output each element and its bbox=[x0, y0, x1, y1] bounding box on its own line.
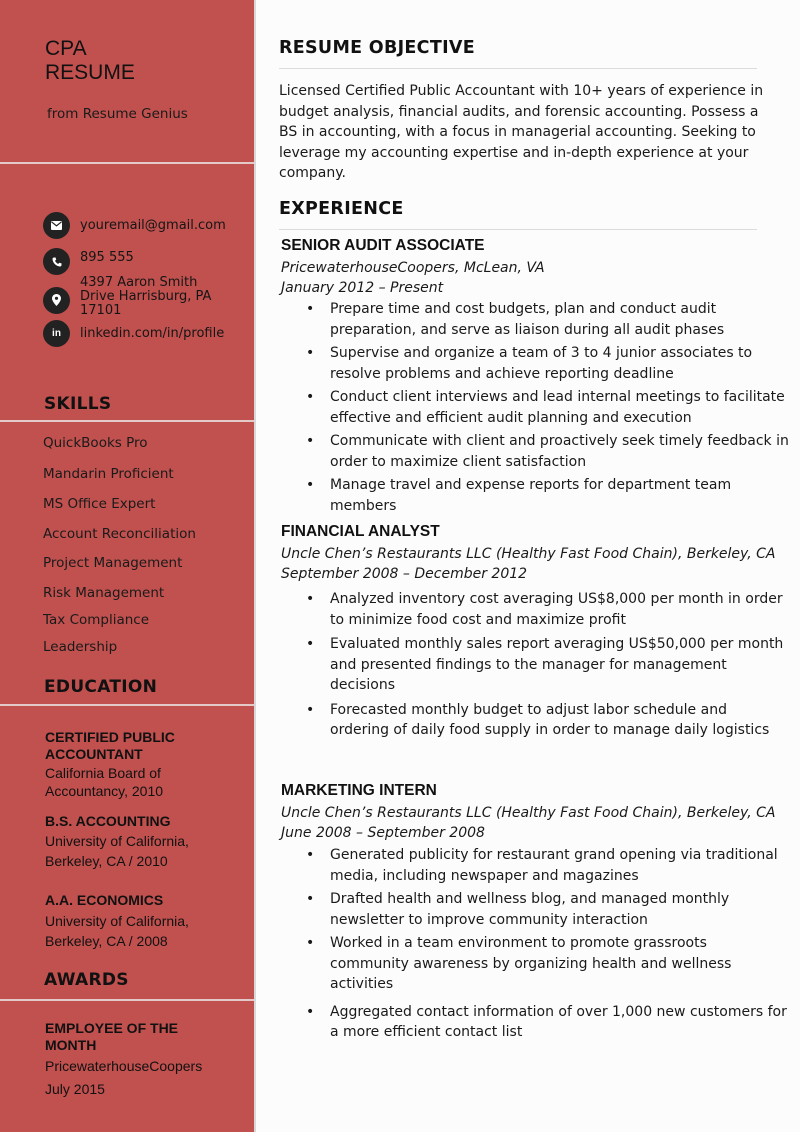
bullet-item: • Conduct client interviews and lead internal meetings to facilitate effective and efficient audit planning and execution bbox=[279, 387, 789, 428]
divider bbox=[0, 162, 254, 164]
sidebar bbox=[0, 0, 256, 1132]
education-title bbox=[45, 813, 170, 830]
bullet-item: • Aggregated contact information of over 1,000 new customers for a more efficient contact list bbox=[279, 1002, 789, 1043]
detail-line: California Board of bbox=[45, 765, 161, 781]
job-title: SENIOR AUDIT ASSOCIATE bbox=[281, 237, 485, 254]
address-line: Drive Harrisburg, PA bbox=[80, 289, 212, 304]
divider bbox=[0, 999, 254, 1001]
title-line-2: RESUME bbox=[45, 61, 135, 84]
skill-item: Risk Management bbox=[43, 585, 165, 601]
award-detail bbox=[45, 1055, 202, 1101]
detail-line: Accountancy, 2010 bbox=[45, 783, 164, 799]
education-detail bbox=[45, 764, 163, 800]
email-text[interactable]: youremail@gmail.com bbox=[80, 217, 226, 233]
contact-address bbox=[43, 276, 211, 318]
education-detail bbox=[45, 831, 189, 871]
divider bbox=[0, 420, 254, 422]
job-company: PricewaterhouseCoopers, McLean, VA bbox=[281, 260, 545, 276]
phone-text: 895 555 bbox=[80, 249, 134, 265]
bullet-item: • Forecasted monthly budget to adjust labor schedule and ordering of daily food supply in order to manage daily logistics bbox=[279, 700, 789, 741]
bullet-item: • Generated publicity for restaurant grand opening via traditional media, including newspaper and magazines bbox=[279, 845, 789, 886]
job-title: FINANCIAL ANALYST bbox=[281, 523, 440, 540]
skill-item: MS Office Expert bbox=[43, 496, 156, 512]
envelope-icon bbox=[43, 212, 70, 239]
job-company: Uncle Chen’s Restaurants LLC (Healthy Fast Food Chain), Berkeley, CA bbox=[281, 546, 776, 562]
education-title bbox=[45, 892, 163, 909]
detail-line: Berkeley, CA / 2010 bbox=[45, 853, 168, 869]
detail-line: July 2015 bbox=[45, 1081, 105, 1097]
title-line: MONTH bbox=[45, 1037, 97, 1053]
awards-heading: AWARDS bbox=[44, 970, 129, 990]
detail-line: PricewaterhouseCoopers bbox=[45, 1058, 203, 1074]
skill-item: Account Reconciliation bbox=[43, 526, 196, 542]
detail-line: Berkeley, CA / 2008 bbox=[45, 933, 168, 949]
title-line: EMPLOYEE OF THE bbox=[45, 1020, 179, 1036]
bullet-item: • Drafted health and wellness blog, and managed monthly newsletter to improve community interaction bbox=[279, 889, 789, 930]
bullet-item: • Communicate with client and proactively seek timely feedback in order to maximize client satisfaction bbox=[279, 431, 789, 472]
job-bullets bbox=[279, 299, 789, 516]
skill-item: QuickBooks Pro bbox=[43, 435, 148, 451]
title-line: B.S. ACCOUNTING bbox=[45, 813, 171, 829]
skill-item: Tax Compliance bbox=[43, 612, 150, 628]
job-bullets bbox=[279, 845, 789, 1043]
bullet-item: • Analyzed inventory cost averaging US$8,000 per month in order to minimize food cost and maximize profit bbox=[279, 589, 789, 630]
resume-title bbox=[45, 37, 135, 85]
job-title: MARKETING INTERN bbox=[281, 782, 437, 799]
education-title bbox=[45, 729, 175, 763]
bullet-item: • Evaluated monthly sales report averaging US$50,000 per month and presented findings to the manager for management decisions bbox=[279, 634, 789, 696]
detail-line: University of California, bbox=[45, 913, 189, 929]
education-heading: EDUCATION bbox=[44, 677, 158, 697]
objective-text: Licensed Certified Public Accountant with 10+ years of experience in budget analysis, financial audits, and forensic accounting. Possess a BS in accounting, with a focus in managerial accounting. Seeking to leverage my accounting expertise and in-depth experience at your company. bbox=[279, 83, 764, 181]
education-detail bbox=[45, 911, 189, 951]
objective-heading: RESUME OBJECTIVE bbox=[279, 38, 475, 58]
skills-heading: SKILLS bbox=[44, 394, 112, 414]
address-line: 17101 bbox=[80, 303, 122, 318]
divider bbox=[0, 704, 254, 706]
contact-linkedin bbox=[43, 320, 224, 347]
detail-line: University of California, bbox=[45, 833, 189, 849]
address-text bbox=[80, 276, 211, 318]
job-company: Uncle Chen’s Restaurants LLC (Healthy Fast Food Chain), Berkeley, CA bbox=[281, 805, 776, 821]
bullet-item: • Worked in a team environment to promote grassroots community awareness by organizing health and wellness activities bbox=[279, 933, 789, 995]
title-line: ACCOUNTANT bbox=[45, 746, 143, 762]
linkedin-icon: in bbox=[43, 320, 70, 347]
linkedin-text[interactable]: linkedin.com/in/profile bbox=[80, 325, 225, 341]
bullet-item: • Supervise and organize a team of 3 to 4 junior associates to resolve problems and achieve reporting deadline bbox=[279, 343, 789, 384]
divider bbox=[279, 229, 757, 230]
job-bullets bbox=[279, 589, 789, 741]
title-line: A.A. ECONOMICS bbox=[45, 892, 164, 908]
map-pin-icon bbox=[43, 287, 70, 314]
phone-icon bbox=[43, 248, 70, 275]
skill-item: Project Management bbox=[43, 555, 183, 571]
award-title bbox=[45, 1020, 178, 1054]
job-dates: June 2008 – September 2008 bbox=[281, 825, 485, 841]
title-line-1: CPA bbox=[45, 37, 87, 60]
title-line: CERTIFIED PUBLIC bbox=[45, 729, 175, 745]
divider bbox=[279, 68, 757, 69]
job-dates: September 2008 – December 2012 bbox=[281, 566, 528, 582]
bullet-item: • Manage travel and expense reports for department team members bbox=[279, 475, 789, 516]
skill-item: Leadership bbox=[43, 639, 118, 655]
contact-phone bbox=[43, 248, 134, 275]
contact-email bbox=[43, 212, 226, 239]
experience-heading: EXPERIENCE bbox=[279, 199, 404, 219]
bullet-item: • Prepare time and cost budgets, plan and conduct audit preparation, and serve as liaison during all audit phases bbox=[279, 299, 789, 340]
job-dates: January 2012 – Present bbox=[281, 280, 444, 296]
resume-subtitle: from Resume Genius bbox=[47, 106, 188, 122]
skill-item: Mandarin Proficient bbox=[43, 466, 174, 482]
address-line: 4397 Aaron Smith bbox=[80, 275, 198, 290]
